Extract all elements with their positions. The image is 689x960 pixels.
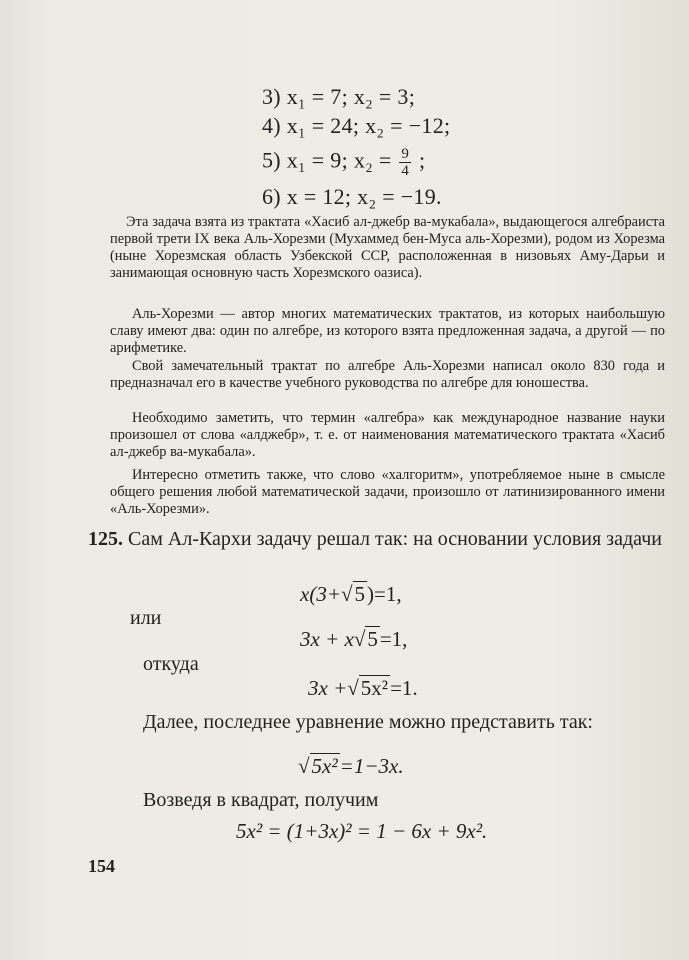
answer-5-prefix: 5) x₁ = 9; x₂ =: [262, 147, 392, 173]
answer-5-suffix: ;: [419, 147, 426, 173]
answer-4: 4) x₁ = 24; x₂ = −12;: [262, 113, 451, 138]
equation-4-radicand: 5x²: [311, 754, 338, 778]
equation-2-left: 3x + x: [300, 627, 354, 651]
equation-4-right: =1−3x.: [339, 754, 404, 778]
equation-1-left: x(3+: [300, 582, 341, 606]
equation-3: [308, 676, 418, 701]
paragraph-source: Эта задача взята из трактата «Хасиб ал-джебр ва-мукабала», выдающегося алгебраиста первой трети IX века Аль-Хорезми (Мухаммед бен-Муса аль-Хорезми), родом из Хорезма (ныне Хорезмская область Узбекской ССР, расположенная в низовьях Аму-Дарьи и занимающая основную часть Хорезмского оазиса).: [110, 214, 665, 282]
equation-1: [300, 582, 402, 607]
problem-intro: [88, 527, 668, 552]
sqrt-symbol: √: [341, 582, 353, 606]
fraction-numerator: 9: [401, 146, 410, 162]
equation-5-text: 5x² = (1+3x)² = 1 − 6x + 9x².: [236, 819, 488, 843]
paragraph-algorithm-term: Интересно отметить также, что слово «халгоритм», употребляемое ныне в смысле общего решения любой математической задачи, произошло от латинизированного имени «Аль-Хорезми».: [110, 467, 665, 518]
answer-5-fraction: [399, 146, 411, 179]
equation-3-left: 3x +: [308, 676, 348, 700]
sqrt-symbol: √: [298, 754, 310, 778]
equation-4: [298, 754, 404, 779]
problem-intro-text: Сам Ал-Кархи задачу решал так: на основании условия задачи: [128, 528, 662, 550]
sqrt-symbol: √: [353, 627, 366, 651]
equation-1-radicand: 5: [354, 582, 366, 606]
equation-3-radicand: 5x²: [360, 676, 389, 700]
equation-2-radicand: 5: [367, 627, 378, 651]
paragraph-algebra-term: Необходимо заметить, что термин «алгебра» как международное название науки произошел от слова «алджебр», т. е. от наименования математического трактата «Хасиб ал-джебр ва-мукабала».: [110, 410, 665, 461]
fraction-denominator: 4: [401, 163, 410, 179]
answer-6: 6) x = 12; x₂ = −19.: [262, 184, 442, 209]
equation-1-right: )=1,: [367, 582, 402, 606]
equation-3-right: =1.: [390, 676, 418, 700]
problem-further: Далее, последнее уравнение можно представить так:: [143, 711, 593, 733]
answer-3: 3) x₁ = 7; x₂ = 3;: [262, 84, 416, 109]
paragraph-treatise: Свой замечательный трактат по алгебре Аль-Хорезми написал около 830 года и предназначал его в качестве учебного руководства по алгебре для юношества.: [110, 358, 665, 392]
equation-5: [236, 819, 487, 844]
equation-2: [300, 627, 407, 652]
paragraph-author: Аль-Хорезми — автор многих математических трактатов, из которых наибольшую славу имеют два: один по алгебре, из которого взята предложенная задача, а другой — по арифметике.: [110, 306, 665, 357]
problem-number: 125.: [88, 528, 123, 550]
word-whence: откуда: [143, 653, 199, 675]
sqrt-symbol: √: [347, 676, 359, 700]
equation-2-right: =1,: [379, 627, 408, 651]
problem-squaring: Возведя в квадрат, получим: [143, 789, 379, 811]
answer-5: [262, 146, 425, 179]
word-or: или: [130, 607, 162, 629]
page-number: 154: [88, 856, 115, 876]
